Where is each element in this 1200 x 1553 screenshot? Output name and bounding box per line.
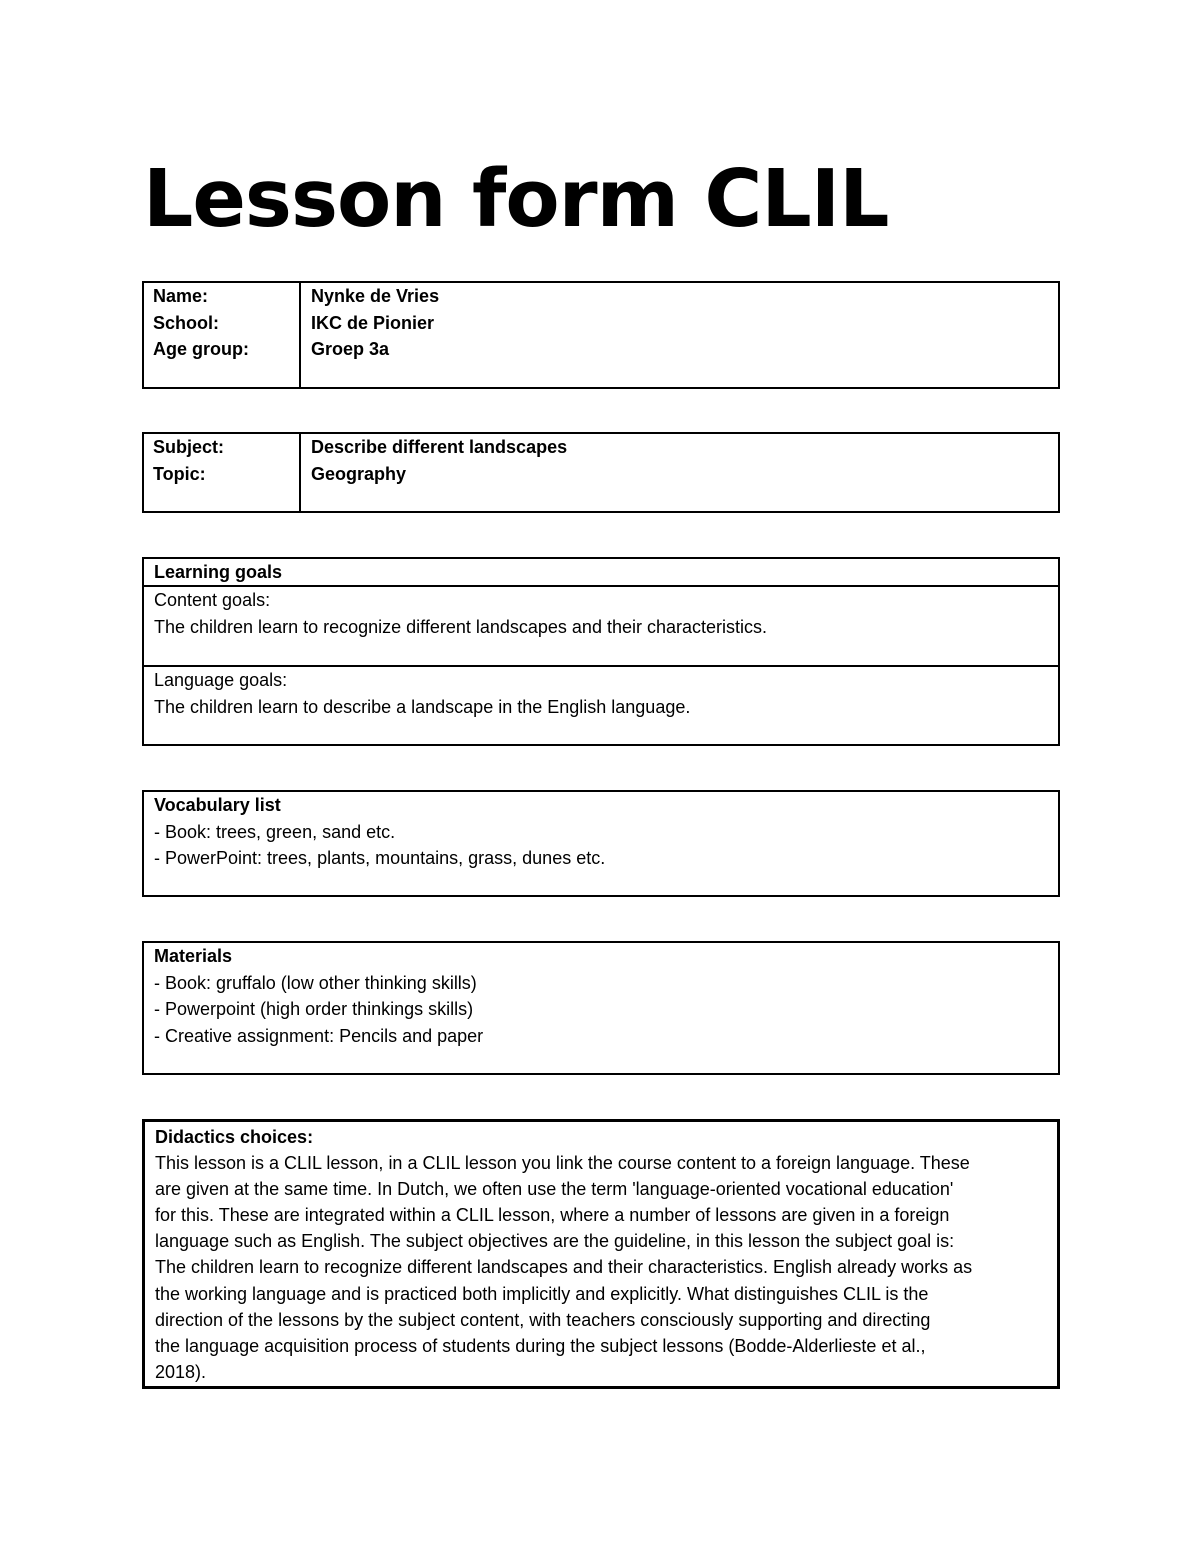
- school-label: School:: [153, 312, 219, 333]
- topic-label: Topic:: [153, 463, 206, 484]
- subject-table: [142, 432, 1060, 513]
- age-group-value: Groep 3a: [311, 339, 390, 359]
- content-goals-text: The children learn to recognize different landscapes and their characteristics.: [154, 616, 768, 637]
- didactics-line: for this. These are integrated within a CLIL lesson, where a number of lessons are given in a foreign: [155, 1205, 950, 1226]
- learning-goals-table: [142, 557, 1060, 746]
- didactics-line: 2018).: [155, 1361, 207, 1382]
- info-labels: [144, 283, 301, 387]
- didactics-line: the language acquisition process of students during the subject lessons (Bodde-Alderlieste et al.,: [155, 1335, 926, 1356]
- content-goals-label: Content goals:: [154, 590, 271, 610]
- materials-table: [142, 941, 1060, 1075]
- subject-value: Describe different landscapes: [311, 437, 568, 457]
- didactics-line: are given at the same time. In Dutch, we often use the term 'language-oriented vocational education': [155, 1179, 954, 1200]
- info-table: [142, 281, 1060, 389]
- subject-values: [301, 434, 1058, 511]
- language-goals-text: The children learn to describe a landscape in the English language.: [154, 696, 691, 717]
- name-label: Name:: [153, 286, 209, 306]
- didactics-line: the working language and is practiced both implicitly and explicitly. What distinguishes CLIL is the: [155, 1283, 929, 1304]
- content-goals-row: [144, 587, 1058, 667]
- language-goals-row: [144, 667, 1058, 720]
- materials-item: - Book: gruffalo (low other thinking skills): [154, 972, 477, 993]
- learning-goals-heading: Learning goals: [154, 562, 283, 582]
- didactics-line: This lesson is a CLIL lesson, in a CLIL lesson you link the course content to a foreign language. These: [155, 1153, 970, 1174]
- learning-goals-heading-row: [144, 559, 1058, 587]
- school-value: IKC de Pionier: [311, 312, 435, 333]
- materials-heading: Materials: [154, 946, 233, 966]
- vocabulary-heading: Vocabulary list: [154, 795, 281, 815]
- topic-value: Geography: [311, 463, 407, 484]
- materials-item: - Creative assignment: Pencils and paper: [154, 1025, 484, 1046]
- vocabulary-item: - Book: trees, green, sand etc.: [154, 821, 396, 842]
- info-values: [301, 283, 1058, 387]
- page-title: Lesson form CLIL: [143, 153, 889, 245]
- age-group-label: Age group:: [153, 339, 249, 359]
- name-value: Nynke de Vries: [311, 286, 440, 306]
- subject-label: Subject:: [153, 437, 225, 457]
- didactics-line: direction of the lessons by the subject content, with teachers consciously supporting and directing: [155, 1309, 931, 1330]
- didactics-line: The children learn to recognize different landscapes and their characteristics. English already works as: [155, 1257, 973, 1278]
- didactics-table: [142, 1119, 1060, 1389]
- subject-labels: [144, 434, 301, 511]
- didactics-line: language such as English. The subject objectives are the guideline, in this lesson the subject goal is:: [155, 1231, 955, 1252]
- vocabulary-table: [142, 790, 1060, 897]
- materials-item: - Powerpoint (high order thinkings skills): [154, 999, 474, 1019]
- vocabulary-item: - PowerPoint: trees, plants, mountains, grass, dunes etc.: [154, 848, 606, 868]
- language-goals-label: Language goals:: [154, 670, 288, 690]
- didactics-heading: Didactics choices:: [155, 1127, 314, 1147]
